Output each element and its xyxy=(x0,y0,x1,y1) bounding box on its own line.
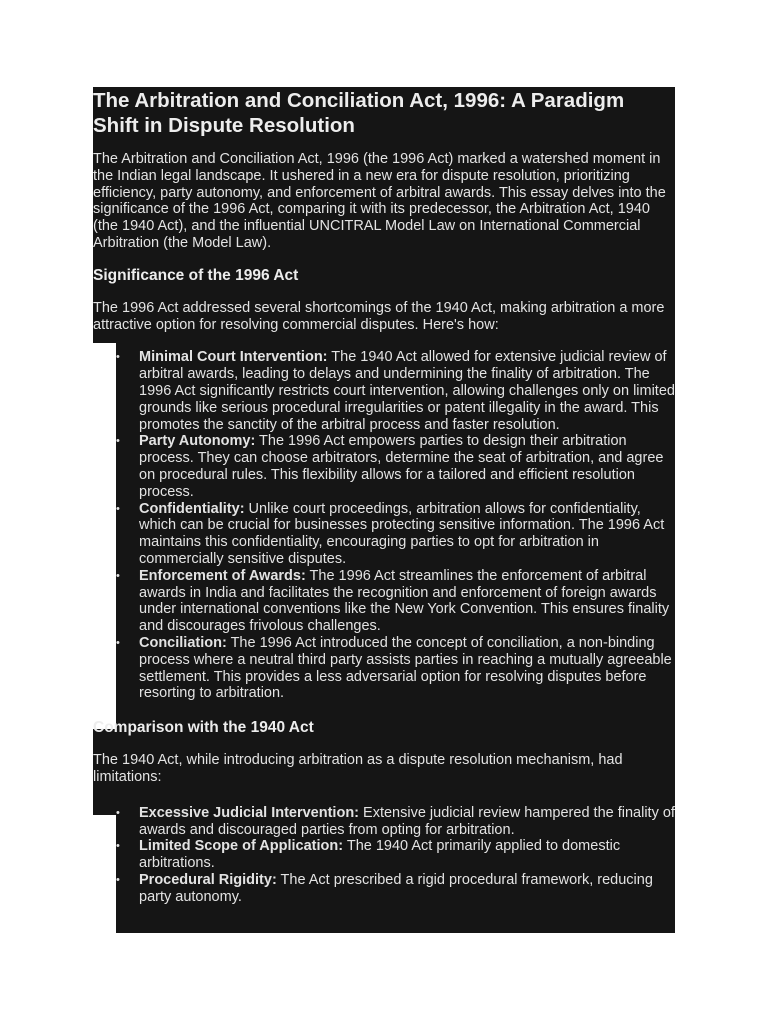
significance-list xyxy=(93,349,675,702)
bullet-icon: • xyxy=(116,873,120,886)
bullet-icon: • xyxy=(116,502,120,515)
list-item xyxy=(93,872,675,906)
list-item xyxy=(93,635,675,702)
list-item xyxy=(93,349,675,433)
document-page xyxy=(93,87,675,905)
list-item-text: The 1940 Act allowed for extensive judicial review of arbitral awards, leading to delays and undermining the finality of arbitration. The 1996 Act significantly restricts court intervention, allowing challenges only on limited grounds like serious procedural irregularities or patent illegality in the award. This promotes the sanctity of the arbitral process and faster resolution. xyxy=(139,349,675,433)
list-item-term: Enforcement of Awards: xyxy=(139,567,306,584)
bullet-icon: • xyxy=(116,351,120,364)
list-item-text: Extensive judicial review hampered the finality of awards and discouraged parties from opting for arbitration. xyxy=(139,804,675,838)
intro-paragraph: The Arbitration and Conciliation Act, 1996 (the 1996 Act) marked a watershed moment in the Indian legal landscape. It ushered in a new era for dispute resolution, prioritizing efficiency, party autonomy, and enforcement of arbitral awards. This essay delves into the significance of the 1996 Act, comparing it with its predecessor, the Arbitration Act, 1940 (the 1940 Act), and the influential UNCITRAL Model Law on International Commercial Arbitration (the Model Law). xyxy=(93,151,666,251)
list-item-term: Excessive Judicial Intervention: xyxy=(139,804,360,821)
list-item xyxy=(93,838,675,872)
list-item-text: Unlike court proceedings, arbitration allows for confidentiality, which can be crucial for businesses protecting sensitive information. The 1996 Act maintains this confidentiality, encouraging parties to opt for arbitration in commercially sensitive disputes. xyxy=(139,500,665,567)
list-item-term: Conciliation: xyxy=(139,634,227,651)
bullet-icon: • xyxy=(116,806,120,819)
list-item xyxy=(93,568,675,635)
list-item-term: Party Autonomy: xyxy=(139,433,256,450)
list-item-term: Procedural Rigidity: xyxy=(139,871,277,888)
document-title: The Arbitration and Conciliation Act, 1996: A Paradigm Shift in Dispute Resolution xyxy=(93,89,625,137)
bullet-icon: • xyxy=(116,569,120,582)
list-item-text: The 1996 Act introduced the concept of conciliation, a non-binding process where a neutral third party assists parties in reaching a mutually agreeable settlement. This provides a less adversarial option for resolving disputes before resorting to arbitration. xyxy=(139,634,672,702)
list-item-text: The 1996 Act empowers parties to design their arbitration process. They can choose arbitrators, determine the seat of arbitration, and agree on procedural rules. This flexibility allows for a tailored and efficient resolution process. xyxy=(139,433,664,500)
list-item xyxy=(93,501,675,568)
bullet-icon: • xyxy=(116,435,120,448)
list-item-term: Confidentiality: xyxy=(139,500,245,517)
list-item-term: Minimal Court Intervention: xyxy=(139,349,328,366)
list-item-text: The 1996 Act streamlines the enforcement of arbitral awards in India and facilitates the recognition and enforcement of foreign awards under international conventions like the New York Convention. This ensures finality and discourages frivolous challenges. xyxy=(139,567,670,635)
section-heading-significance: Significance of the 1996 Act xyxy=(93,266,299,284)
significance-paragraph: The 1996 Act addressed several shortcomings of the 1940 Act, making arbitration a more attractive option for resolving commercial disputes. Here's how: xyxy=(93,299,665,333)
comparison-list xyxy=(93,805,675,906)
section-heading-comparison: Comparison with the 1940 Act xyxy=(93,719,314,737)
list-item-text: The Act prescribed a rigid procedural framework, reducing party autonomy. xyxy=(139,871,653,905)
bullet-icon: • xyxy=(116,840,120,853)
list-item-text: The 1940 Act primarily applied to domestic arbitrations. xyxy=(139,838,621,872)
list-item-term: Limited Scope of Application: xyxy=(139,838,344,855)
list-item xyxy=(93,433,675,500)
list-item xyxy=(93,805,675,839)
comparison-paragraph: The 1940 Act, while introducing arbitration as a dispute resolution mechanism, had limitations: xyxy=(93,752,623,785)
bullet-icon: • xyxy=(116,636,120,649)
